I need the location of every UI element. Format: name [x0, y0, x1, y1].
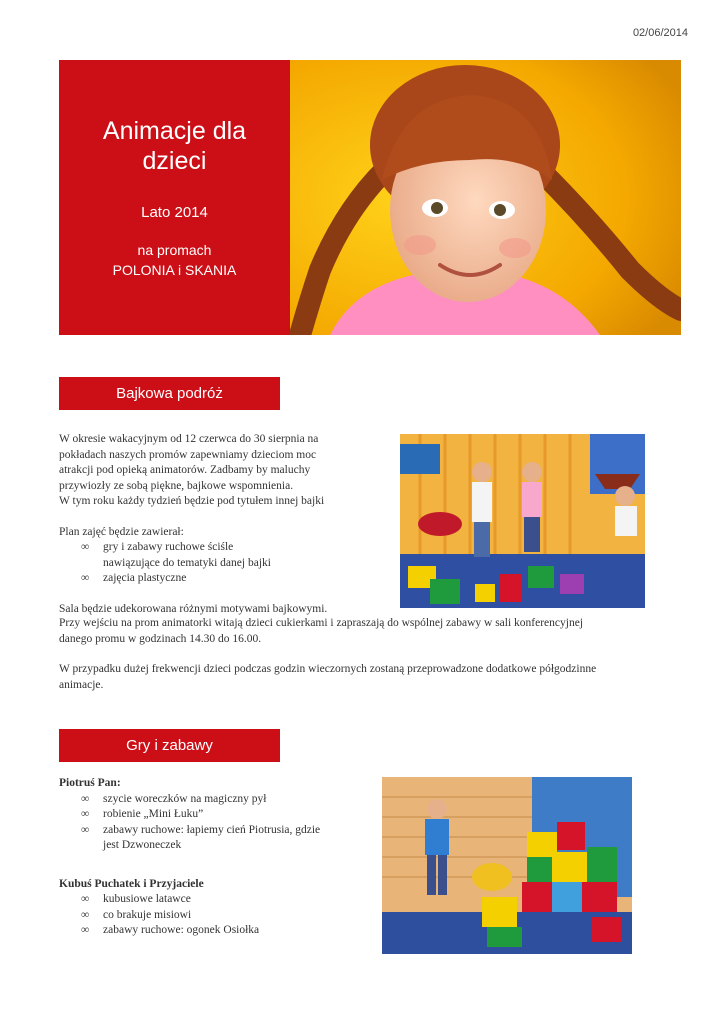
- extra-line: animacje.: [59, 678, 104, 691]
- infinity-bullet-icon: ∞: [81, 541, 90, 553]
- activity-item: ∞ kubusiowe latawce: [59, 892, 369, 908]
- infinity-bullet-icon: ∞: [81, 572, 90, 584]
- hero-banner: [59, 60, 290, 335]
- intro-line: W tym roku każdy tydzień będzie pod tytułem innej bajki: [59, 495, 325, 507]
- blocks-illustration: [382, 777, 632, 954]
- hero-girl-photo: [290, 60, 681, 335]
- infinity-bullet-icon: ∞: [81, 924, 90, 936]
- infinity-bullet-icon: ∞: [81, 792, 90, 805]
- hero-ferries: [59, 240, 290, 280]
- girl-illustration: [290, 60, 681, 335]
- group-title-kubus: Kubuś Puchatek i Przyjaciele: [59, 877, 204, 890]
- section2-activities: [59, 776, 369, 939]
- section-heading-gry: Gry i zabawy: [59, 729, 280, 762]
- decoration-text: Sala będzie udekorowana różnymi motywami bajkowymi.: [59, 602, 328, 615]
- hero-ferry-line1: na promach: [137, 242, 212, 258]
- plan-label: Plan zajęć będzie zawierał:: [59, 525, 184, 538]
- welcome-line: Przy wejściu na prom animatorki witają dzieci cukierkami i zapraszają do wspólnej zabawy w sali konferencyjnej: [59, 617, 584, 629]
- intro-line: pokładach naszych promów zapewniamy dzieciom moc: [59, 448, 317, 461]
- infinity-bullet-icon: ∞: [81, 908, 90, 921]
- activity-item: ∞ zabawy ruchowe: ogonek Osiołka: [59, 923, 369, 939]
- activity-item: ∞ co brakuje misiowi: [59, 908, 369, 924]
- activity-item-continuation: jest Dzwoneczek: [103, 839, 182, 851]
- plan-bullet-continuation: nawiązujące do tematyki danej bajki: [103, 556, 271, 569]
- infinity-bullet-icon: ∞: [81, 823, 90, 836]
- intro-line: atrakcji pod opieką animatorów. Zadbamy by maluchy: [59, 464, 311, 476]
- extra-line: W przypadku dużej frekwencji dzieci podczas godzin wieczornych zostaną przeprowadzone dodatkowe półgodzinne: [59, 663, 597, 675]
- document-date: 02/06/2014: [632, 27, 688, 39]
- hero-title: [59, 116, 290, 176]
- playroom-illustration: [400, 434, 645, 608]
- section-heading-bajkowa: Bajkowa podróż: [59, 377, 280, 410]
- welcome-line: danego promu w godzinach 14.30 do 16.00.: [59, 632, 262, 645]
- plan-bullet: ∞ zajęcia plastyczne: [59, 571, 389, 587]
- activity-item: ∞ robienie „Mini Łuku”: [59, 807, 369, 823]
- kids-playroom-photo: [400, 434, 645, 608]
- activity-item: ∞ zabawy ruchowe: łapiemy cień Piotrusia, gdzie: [59, 823, 369, 839]
- hero-title-line1: Animacje dla: [102, 117, 247, 145]
- hero-title-line2: dzieci: [142, 147, 207, 175]
- infinity-bullet-icon: ∞: [81, 893, 90, 905]
- hero-season: Lato 2014: [141, 204, 208, 221]
- plan-bullet: ∞ gry i zabawy ruchowe ściśle: [59, 540, 389, 556]
- infinity-bullet-icon: ∞: [81, 808, 90, 820]
- section1-welcome: [59, 616, 679, 693]
- hero-ferry-line2: POLONIA i SKANIA: [112, 262, 237, 278]
- intro-line: przywiozły ze sobą piękne, bajkowe wspomnienia.: [59, 479, 294, 492]
- activity-item: ∞ szycie woreczków na magiczny pył: [59, 792, 369, 808]
- section1-intro: [59, 432, 389, 617]
- boy-blocks-photo: [382, 777, 632, 954]
- group-title-piotrus: Piotruś Pan:: [59, 777, 121, 789]
- intro-line: W okresie wakacyjnym od 12 czerwca do 30 sierpnia na: [59, 433, 319, 445]
